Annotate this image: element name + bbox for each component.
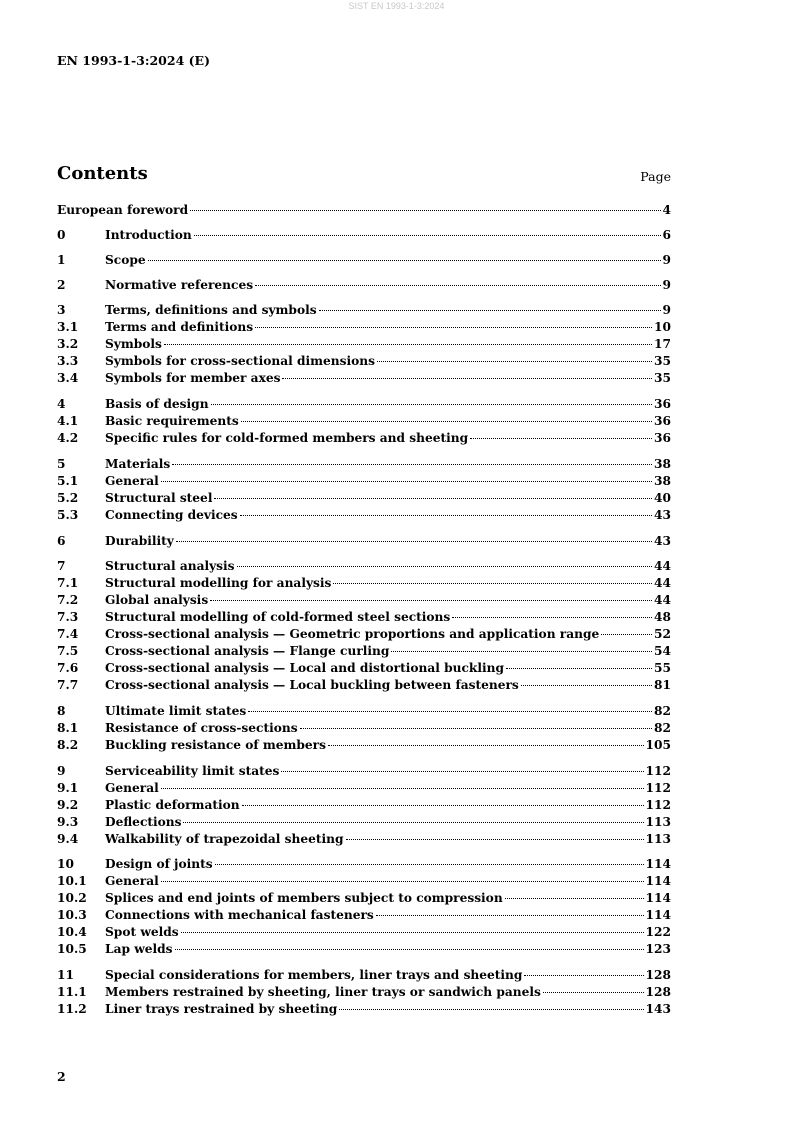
dot-leader [506, 668, 652, 669]
toc-entry-page: 113 [645, 832, 671, 846]
dot-leader [172, 464, 652, 465]
toc-entry[interactable] [57, 626, 671, 643]
toc-entry-page: 128 [645, 985, 671, 999]
page-column-heading: Page [640, 169, 671, 184]
toc-entry-number: 10 [57, 857, 74, 871]
toc-entry[interactable] [57, 1001, 671, 1018]
toc-entry-number: 7.2 [57, 593, 79, 607]
toc-entry-title: Design of joints [105, 857, 213, 871]
toc-entry-title: Symbols [105, 337, 162, 351]
toc-entry-title: Serviceability limit states [105, 764, 280, 778]
dot-leader [194, 235, 661, 236]
toc-entry-title: Splices and end joints of members subject to compression [105, 891, 503, 905]
toc-entry[interactable] [57, 490, 671, 507]
toc-entry-number: 3.1 [57, 320, 79, 334]
toc-entry-page: 36 [654, 397, 671, 411]
toc-entry-title: Resistance of cross-sections [105, 721, 298, 735]
toc-entry[interactable] [57, 941, 671, 958]
toc-entry-title: Terms and definitions [105, 320, 254, 334]
toc-entry-page: 82 [654, 704, 671, 718]
dot-leader [281, 771, 643, 772]
toc-entry-number: 9.4 [57, 832, 79, 846]
toc-entry-title: Cross-sectional analysis — Local and distortional buckling [105, 661, 504, 675]
dot-leader [346, 839, 644, 840]
toc-entry-page: 44 [654, 559, 671, 573]
dot-leader [333, 583, 652, 584]
dot-leader [148, 260, 661, 261]
dot-leader [181, 932, 644, 933]
toc-entry-page: 54 [654, 644, 671, 658]
toc-entry-page: 10 [654, 320, 671, 334]
toc-entry-number: 4.1 [57, 414, 79, 428]
dot-leader [255, 285, 660, 286]
toc-entry-page: 6 [662, 228, 671, 242]
toc-entry-page: 81 [654, 678, 671, 692]
toc-entry[interactable] [57, 533, 671, 550]
dot-leader [505, 898, 644, 899]
dot-leader [211, 404, 652, 405]
dot-leader [164, 344, 652, 345]
toc-entry-page: 114 [645, 891, 671, 905]
toc-entry-title: Liner trays restrained by sheeting [105, 1002, 338, 1016]
toc-entry[interactable] [57, 643, 671, 660]
toc-entry-title: European foreword [57, 203, 189, 217]
toc-entry-page: 44 [654, 593, 671, 607]
toc-entry-page: 48 [654, 610, 671, 624]
dot-leader [339, 1009, 643, 1010]
toc-entry-title: Walkability of trapezoidal sheeting [105, 832, 344, 846]
toc-entry-number: 4.2 [57, 431, 79, 445]
toc-entry-page: 112 [645, 781, 671, 795]
toc-entry-page: 122 [645, 925, 671, 939]
toc-entry[interactable] [57, 677, 671, 694]
toc-entry-page: 112 [645, 798, 671, 812]
toc-entry-title: Connecting devices [105, 508, 238, 522]
toc-entry-page: 9 [662, 303, 671, 317]
toc-entry-number: 3 [57, 303, 66, 317]
toc-entry[interactable] [57, 302, 671, 319]
toc-entry[interactable] [57, 413, 671, 430]
toc-entry-number: 5.3 [57, 508, 79, 522]
toc-entry-title: Cross-sectional analysis — Geometric proportions and application range [105, 627, 600, 641]
toc-entry-number: 9.1 [57, 781, 79, 795]
toc-entry[interactable] [57, 984, 671, 1001]
toc-entry-number: 5.1 [57, 474, 79, 488]
toc-entry-number: 5 [57, 457, 66, 471]
dot-leader [601, 634, 652, 635]
dot-leader [543, 992, 644, 993]
dot-leader [248, 711, 652, 712]
toc-entry[interactable] [57, 856, 671, 873]
toc-entry-page: 9 [662, 253, 671, 267]
toc-entry[interactable] [57, 252, 671, 269]
toc-entry[interactable] [57, 831, 671, 848]
toc-entry-page: 43 [654, 534, 671, 548]
toc-entry-title: Cross-sectional analysis — Flange curling [105, 644, 390, 658]
toc-entry-number: 3.4 [57, 371, 79, 385]
toc-entry-page: 4 [662, 203, 671, 217]
toc-entry-page: 36 [654, 431, 671, 445]
dot-leader [282, 378, 652, 379]
toc-entry-title: Basis of design [105, 397, 209, 411]
toc-entry[interactable] [57, 202, 671, 219]
toc-entry-number: 7.7 [57, 678, 79, 692]
toc-entry[interactable] [57, 814, 671, 831]
toc-entry-number: 7.3 [57, 610, 79, 624]
dot-leader [210, 600, 652, 601]
toc-entry[interactable] [57, 890, 671, 907]
toc-entry-number: 7.6 [57, 661, 79, 675]
toc-entry-page: 105 [645, 738, 671, 752]
toc-entry-page: 40 [654, 491, 671, 505]
toc-entry-number: 9 [57, 764, 66, 778]
toc-entry-number: 11.2 [57, 1002, 87, 1016]
dot-leader [376, 915, 644, 916]
toc-entry[interactable] [57, 797, 671, 814]
toc-entry-title: Symbols for cross-sectional dimensions [105, 354, 376, 368]
toc-entry-number: 10.4 [57, 925, 87, 939]
toc-entry-title: Lap welds [105, 942, 173, 956]
toc-entry-number: 1 [57, 253, 66, 267]
toc-entry-page: 17 [654, 337, 671, 351]
toc-entry-number: 3.3 [57, 354, 79, 368]
toc-entry[interactable] [57, 575, 671, 592]
toc-entry-number: 4 [57, 397, 66, 411]
toc-entry[interactable] [57, 780, 671, 797]
toc-entry[interactable] [57, 430, 671, 447]
toc-entry-title: Materials [105, 457, 171, 471]
dot-leader [176, 541, 652, 542]
dot-leader [237, 566, 652, 567]
dot-leader [242, 805, 644, 806]
toc-entry-title: Durability [105, 534, 174, 548]
toc-entry[interactable] [57, 473, 671, 490]
toc-entry-page: 123 [645, 942, 671, 956]
toc-entry[interactable] [57, 277, 671, 294]
toc-entry[interactable] [57, 396, 671, 413]
dot-leader [255, 327, 652, 328]
toc-entry-number: 7.4 [57, 627, 79, 641]
dot-leader [190, 210, 660, 211]
toc-entry-number: 10.2 [57, 891, 87, 905]
toc-entry-number: 6 [57, 534, 66, 548]
dot-leader [470, 438, 652, 439]
toc-entry[interactable] [57, 353, 671, 370]
toc-entry-number: 7 [57, 559, 66, 573]
toc-entry[interactable] [57, 609, 671, 626]
toc-entry-number: 10.5 [57, 942, 87, 956]
dot-leader [300, 728, 652, 729]
toc-entry[interactable] [57, 370, 671, 387]
toc-entry-page: 35 [654, 371, 671, 385]
toc-entry-page: 44 [654, 576, 671, 590]
toc-entry-number: 11.1 [57, 985, 87, 999]
toc-entry[interactable] [57, 737, 671, 754]
toc-entry-page: 35 [654, 354, 671, 368]
toc-entry-page: 143 [645, 1002, 671, 1016]
toc-entry[interactable] [57, 763, 671, 780]
toc-entry-page: 52 [654, 627, 671, 641]
dot-leader [183, 822, 643, 823]
toc-entry-number: 7.5 [57, 644, 79, 658]
toc-entry-title: General [105, 874, 159, 888]
toc-entry-title: Structural modelling of cold-formed steel sections [105, 610, 451, 624]
toc-entry-page: 114 [645, 874, 671, 888]
toc-entry-title: Ultimate limit states [105, 704, 247, 718]
toc-entry-number: 8 [57, 704, 66, 718]
toc-entry-title: Terms, definitions and symbols [105, 303, 317, 317]
dot-leader [161, 788, 644, 789]
toc-entry-title: Global analysis [105, 593, 209, 607]
toc-entry-title: Structural steel [105, 491, 213, 505]
dot-leader [391, 651, 652, 652]
toc-entry[interactable] [57, 907, 671, 924]
toc-entry[interactable] [57, 592, 671, 609]
toc-entry[interactable] [57, 227, 671, 244]
toc-entry-number: 9.2 [57, 798, 79, 812]
toc-entry[interactable] [57, 336, 671, 353]
dot-leader [241, 421, 652, 422]
dot-leader [214, 498, 652, 499]
toc-entry-title: Structural modelling for analysis [105, 576, 332, 590]
dot-leader [175, 949, 644, 950]
toc-entry[interactable] [57, 703, 671, 720]
contents-title: Contents [57, 163, 148, 184]
dot-leader [240, 515, 652, 516]
toc-entry-page: 36 [654, 414, 671, 428]
toc-entry-title: Members restrained by sheeting, liner trays or sandwich panels [105, 985, 541, 999]
toc-entry[interactable] [57, 720, 671, 737]
toc-entry-number: 2 [57, 278, 66, 292]
toc-entry-title: Structural analysis [105, 559, 235, 573]
toc-entry-title: Introduction [105, 228, 192, 242]
toc-entry[interactable] [57, 456, 671, 473]
toc-entry-number: 9.3 [57, 815, 79, 829]
toc-entry-page: 114 [645, 908, 671, 922]
toc-entry[interactable] [57, 507, 671, 524]
toc-entry[interactable] [57, 967, 671, 984]
toc-entry-title: Cross-sectional analysis — Local buckling between fasteners [105, 678, 519, 692]
toc-entry-title: Deflections [105, 815, 182, 829]
toc-entry-number: 7.1 [57, 576, 79, 590]
toc-entry-title: Scope [105, 253, 146, 267]
dot-leader [521, 685, 652, 686]
toc-entry[interactable] [57, 873, 671, 890]
toc-entry-number: 3.2 [57, 337, 79, 351]
dot-leader [377, 361, 652, 362]
toc-entry[interactable] [57, 924, 671, 941]
toc-entry-page: 114 [645, 857, 671, 871]
toc-entry-page: 128 [645, 968, 671, 982]
toc-entry-number: 0 [57, 228, 66, 242]
toc-entry-page: 9 [662, 278, 671, 292]
toc-entry-title: Connections with mechanical fasteners [105, 908, 374, 922]
toc-entry-title: General [105, 474, 159, 488]
toc-entry[interactable] [57, 660, 671, 677]
dot-leader [161, 881, 644, 882]
dot-leader [319, 310, 661, 311]
toc-entry-number: 5.2 [57, 491, 79, 505]
dot-leader [524, 975, 643, 976]
toc-entry-title: Buckling resistance of members [105, 738, 326, 752]
toc-entry-number: 8.2 [57, 738, 79, 752]
toc-entry-title: General [105, 781, 159, 795]
toc-entry-page: 38 [654, 474, 671, 488]
toc-entry-number: 8.1 [57, 721, 79, 735]
dot-leader [161, 481, 652, 482]
toc-entry-page: 55 [654, 661, 671, 675]
toc-entry-page: 112 [645, 764, 671, 778]
toc-entry[interactable] [57, 319, 671, 336]
dot-leader [452, 617, 652, 618]
toc-entry-page: 38 [654, 457, 671, 471]
toc-entry-number: 10.1 [57, 874, 87, 888]
toc-entry-page: 82 [654, 721, 671, 735]
page-number: 2 [57, 1069, 66, 1084]
toc-entry-title: Symbols for member axes [105, 371, 281, 385]
dot-leader [215, 864, 644, 865]
dot-leader [328, 745, 644, 746]
toc-entry[interactable] [57, 558, 671, 575]
document-id: EN 1993-1-3:2024 (E) [57, 53, 210, 68]
toc-entry-title: Special considerations for members, liner trays and sheeting [105, 968, 523, 982]
toc-entry-number: 10.3 [57, 908, 87, 922]
toc-entry-title: Specific rules for cold-formed members and sheeting [105, 431, 469, 445]
toc-entry-title: Normative references [105, 278, 254, 292]
toc-entry-title: Basic requirements [105, 414, 239, 428]
toc-entry-title: Spot welds [105, 925, 179, 939]
watermark: SIST EN 1993-1-3:2024 [348, 1, 445, 11]
toc-entry-title: Plastic deformation [105, 798, 240, 812]
toc-entry-number: 11 [57, 968, 74, 982]
toc-entry-page: 113 [645, 815, 671, 829]
toc-entry-page: 43 [654, 508, 671, 522]
